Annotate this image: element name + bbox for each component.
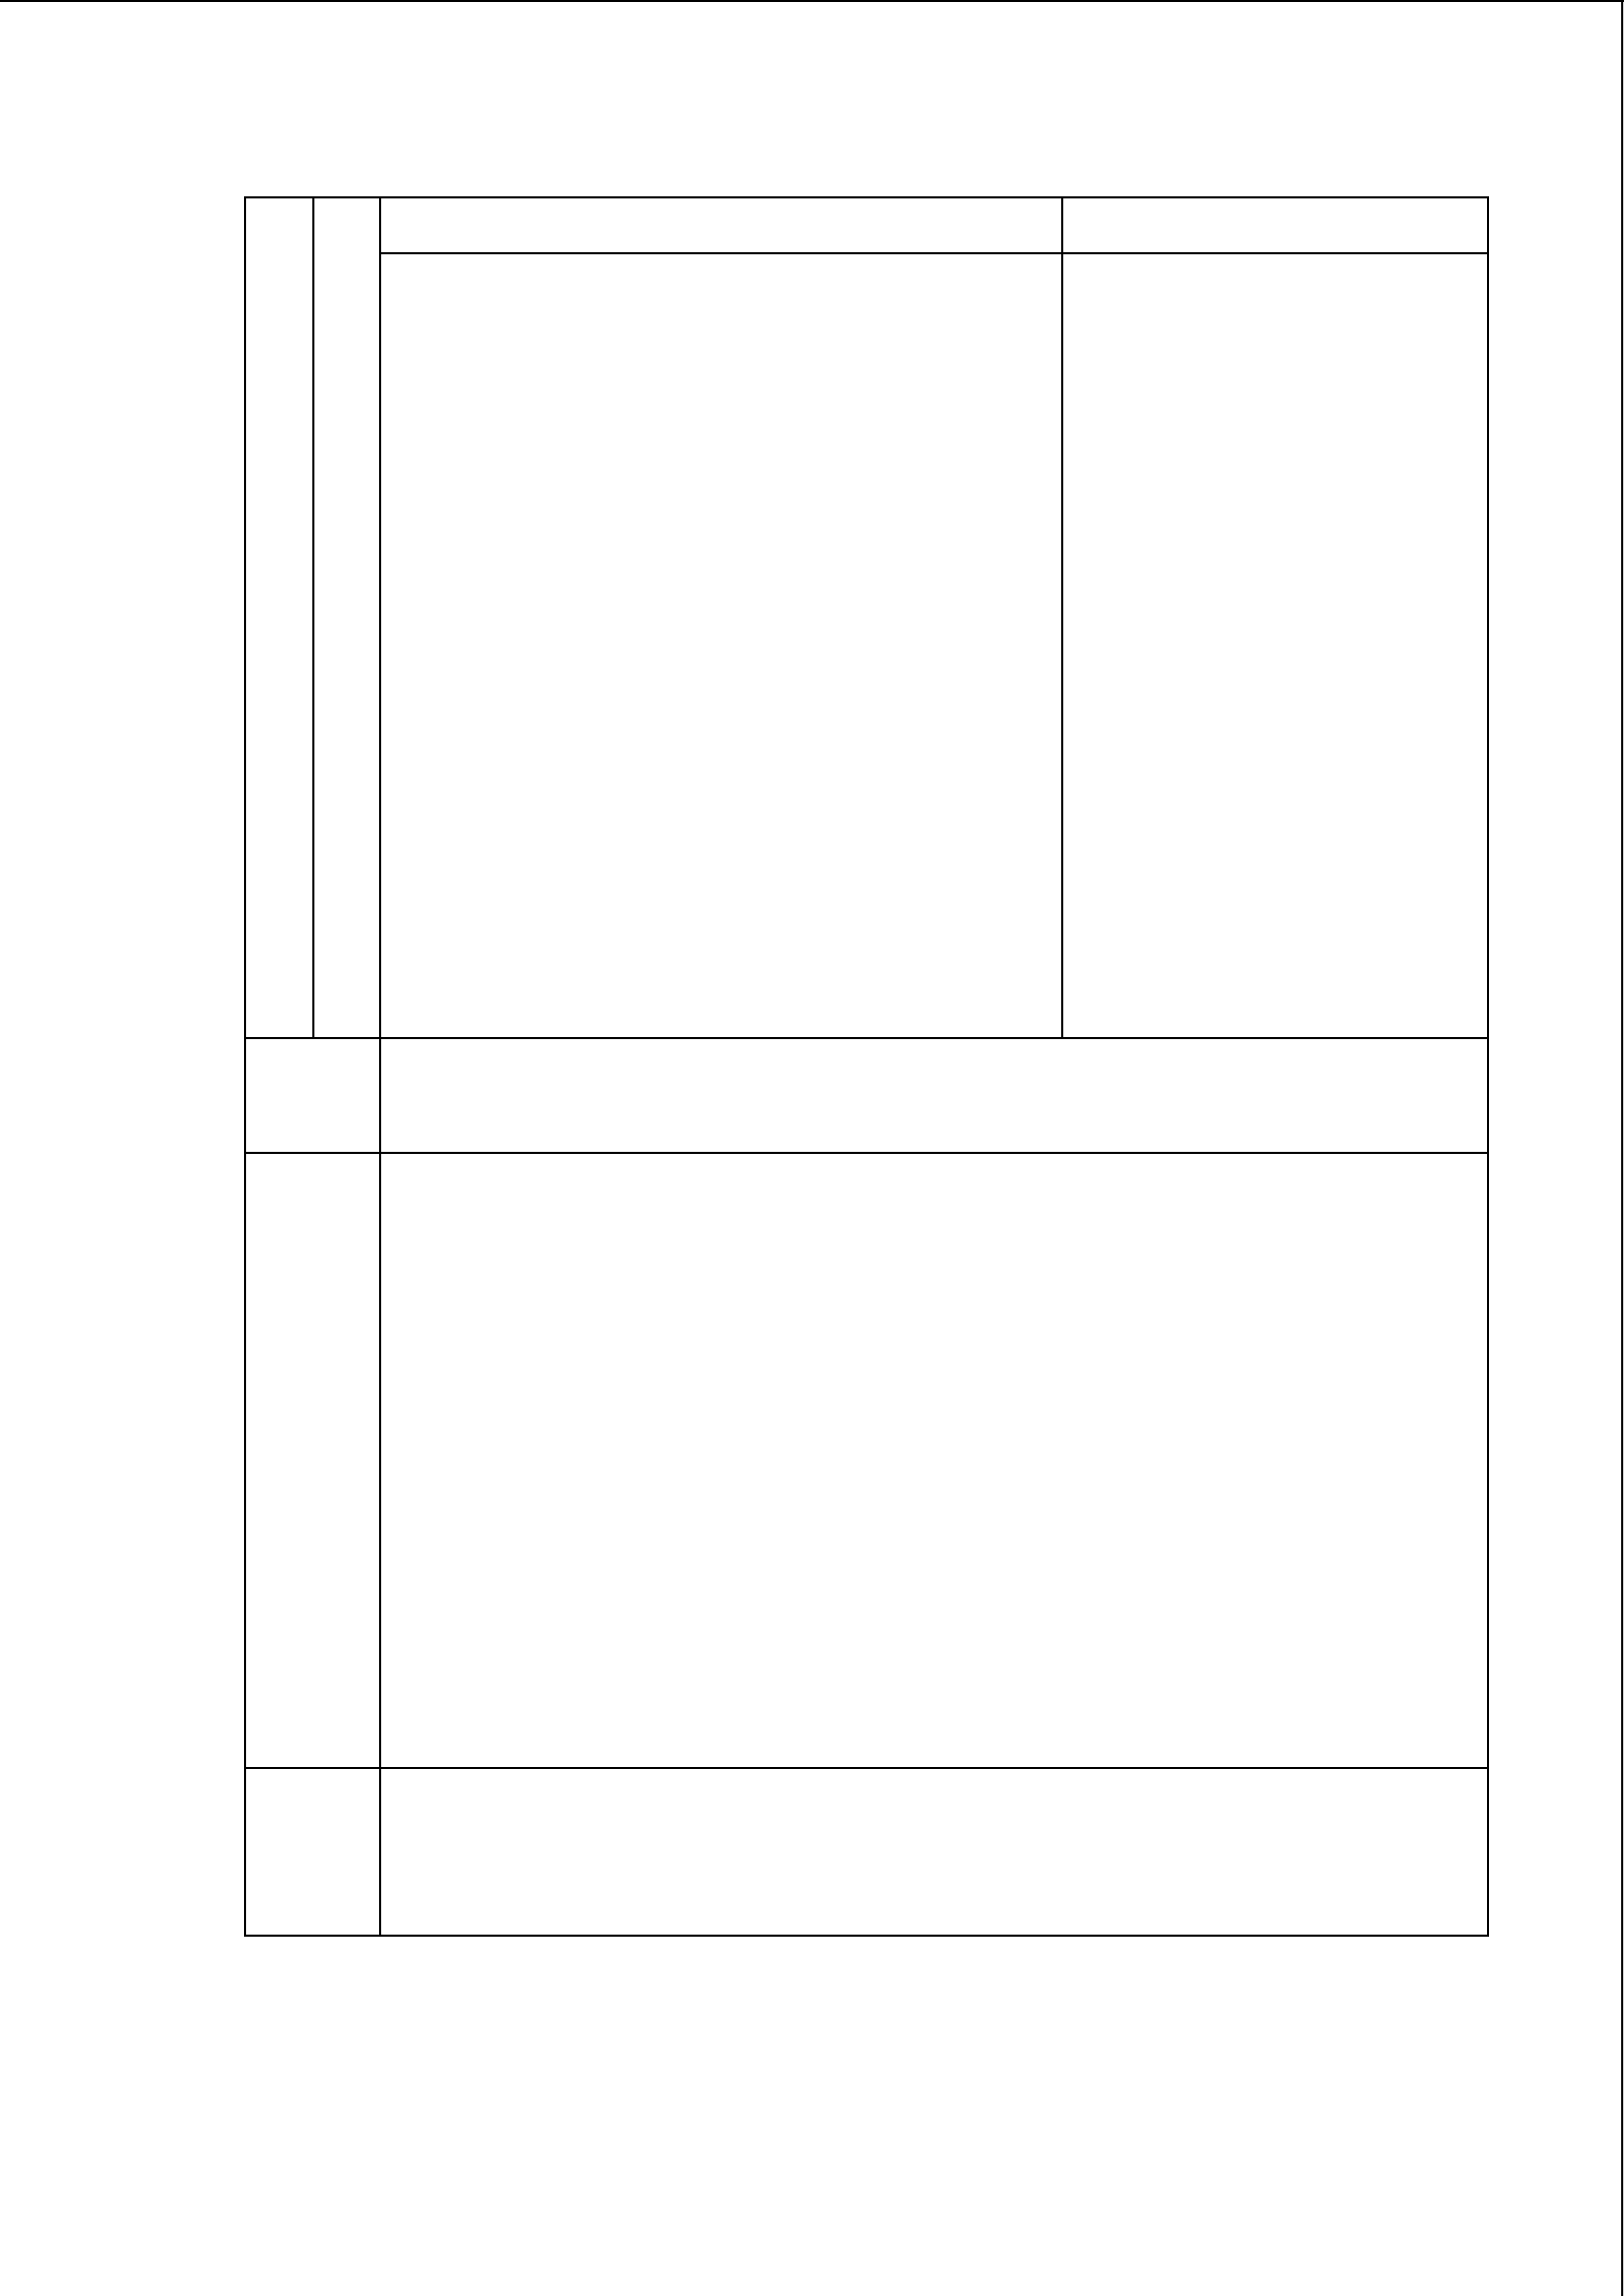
- question-1-options: [384, 1155, 1484, 1211]
- process-label-cell: [246, 198, 314, 1039]
- summary-label: [246, 1039, 381, 1153]
- student-activity-cell: [1063, 254, 1488, 1039]
- empty-cell: [1063, 198, 1488, 254]
- table-row: [246, 1153, 1488, 1768]
- exercise-label: [246, 1153, 381, 1768]
- lesson-plan-table: [244, 196, 1489, 1937]
- extension-content: [381, 1768, 1488, 1936]
- table-row: [246, 254, 1488, 1039]
- extension-label: [246, 1768, 381, 1936]
- question-2-options-row-1: [384, 1211, 1484, 1267]
- table-row: [246, 1039, 1488, 1153]
- summary-content: [381, 1039, 1488, 1153]
- question-2-options-row-2: [384, 1267, 1484, 1323]
- table-row: [246, 1768, 1488, 1936]
- empty-cell: [314, 198, 381, 1039]
- table-row: [246, 198, 1488, 254]
- exercise-content: [381, 1153, 1488, 1768]
- page-top-border: [0, 0, 1624, 2]
- teacher-activity-cell: [381, 254, 1063, 1039]
- page-right-border: [1621, 0, 1623, 2296]
- question-cell: [381, 198, 1063, 254]
